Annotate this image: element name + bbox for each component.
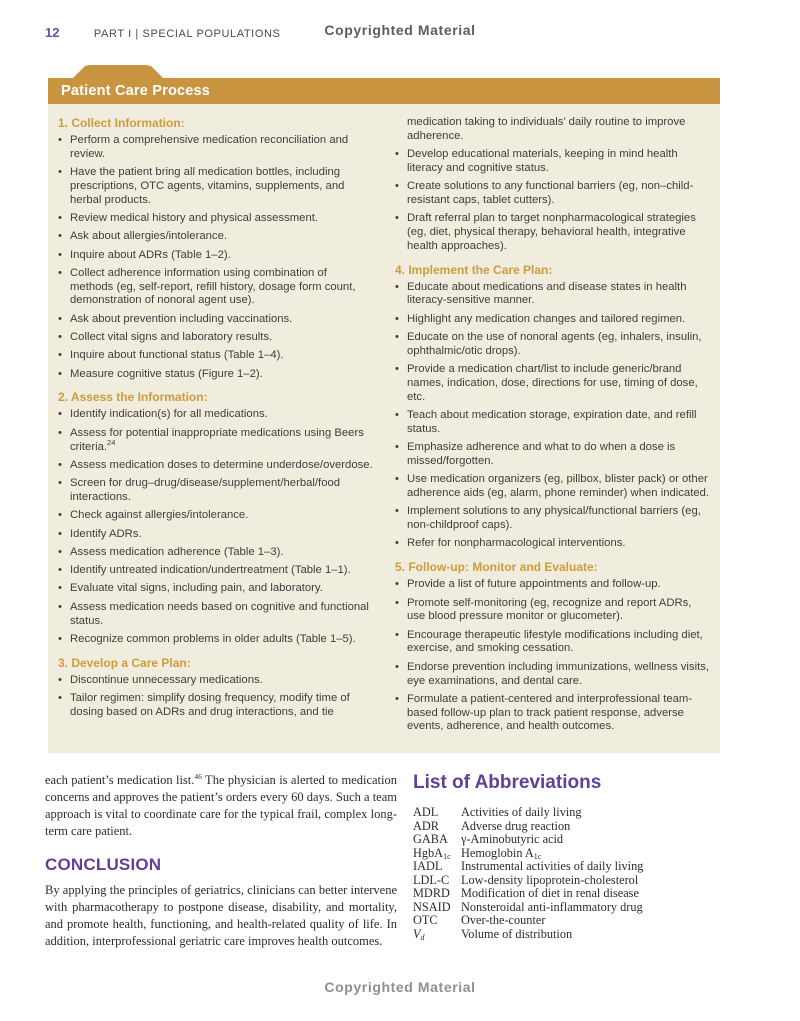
abbreviation-def: Low-density lipoprotein-cholesterol [461,872,639,887]
paragraph-text-after: The physician is alerted to medication concerns and approves the patient’s orders every 60 days. Such a team approach is vital to coordinate care for the typical frail, complex long-term care patient. [45,773,397,838]
abbreviation-def: Instrumental activities of daily living [461,859,644,873]
abbreviation-row [413,874,757,888]
bullet-item [395,409,710,437]
bullet-item [58,564,373,578]
abbreviation-row [413,833,757,847]
abbreviation-abbr: HgbA$_{1c}$ [413,845,451,861]
bullet-icon: • [395,312,399,325]
bullet-icon: • [58,527,62,540]
section-heading: 4. Implement the Care Plan: [395,262,553,277]
bullet-icon: • [58,458,62,471]
bullet-text: Inquire about functional status (Table 1–4). [70,349,284,362]
bullet-text: Measure cognitive status (Figure 1–2). [70,367,263,380]
abbreviation-abbr: ADR [413,818,439,833]
bullet-text: Develop educational materials, keeping in mind health literacy and cognitive status. [407,148,678,174]
bullet-item [58,349,373,363]
conclusion-paragraph: By applying the principles of geriatrics, clinicians can better intervene with pharmacotherapy to postpone disease, disability, and mortality, and promote health, functioning, and health-related quality of life. In addition, interprofessional geriatric care improves health outcomes. [45,883,397,948]
bullet-item [58,368,373,382]
abbreviation-row [413,806,757,820]
bullet-text: Review medical history and physical assessment. [70,211,319,224]
bullet-item [58,674,373,688]
bottom-section [45,772,757,950]
section-heading: 2. Assess the Information: [58,390,208,405]
bullet-icon: • [395,537,399,550]
abbreviation-abbr: ADL [413,805,439,819]
bullet-text: Ask about prevention including vaccinations. [70,312,293,325]
abbreviation-def: Over-the-counter [461,913,546,927]
bullet-icon: • [58,248,62,261]
abbreviation-row [413,914,757,928]
abbreviations-title: List of Abbreviations [413,772,602,793]
bullet-text: Educate on the use of nonoral agents (eg, inhalers, insulin, ophthalmic/otic drops). [407,331,702,357]
bullet-icon: • [395,280,399,293]
bottom-right-column [413,772,757,950]
bullet-text: Assess medication adherence (Table 1–3). [70,545,284,558]
bullet-item [58,166,373,207]
bullet-item [58,546,373,560]
bullet-text: Highlight any medication changes and tailored regimen. [407,312,686,325]
bullet-icon: • [58,632,62,645]
abbreviation-def: γ-Aminobutyric acid [461,832,564,846]
page-number: 12 [45,25,60,40]
conclusion-heading: CONCLUSION [45,855,162,874]
bullet-item [58,509,373,523]
bullet-icon: • [395,212,399,225]
bullet-item [395,313,710,327]
bullet-text: Create solutions to any functional barriers (eg, non–child-resistant caps, tablet cutters). [407,180,694,206]
footnote-ref: 24 [107,437,116,447]
bullet-item [58,633,373,647]
bottom-left-column [45,772,397,950]
bullet-icon: • [58,509,62,522]
bullet-text: Have the patient bring all medication bottles, including prescriptions, OTC agents, vitamins, supplements, and herbal products. [70,166,345,206]
bullet-text: Identify ADRs. [70,527,142,540]
bullet-item [395,180,710,208]
bullet-text: Evaluate vital signs, including pain, and laboratory. [70,582,323,595]
bullet-text: Collect vital signs and laboratory results. [70,331,273,344]
box-title: Patient Care Process [61,83,211,99]
bullet-text: Check against allergies/intolerance. [70,509,249,522]
abbreviation-abbr: OTC [413,913,438,927]
abbreviation-row [413,860,757,874]
care-column-right [395,112,710,739]
bullet-item [395,597,710,625]
bullet-item [395,537,710,551]
bullet-item [58,230,373,244]
bullet-text: Implement solutions to any physical/functional barriers (eg, non-childproof caps). [407,505,701,532]
bullet-item [395,629,710,657]
bullet-icon: • [58,134,62,146]
bullet-item [58,134,373,162]
def-subscript: 1c [533,851,542,861]
bullet-icon: • [58,426,62,439]
bullet-icon: • [58,367,62,380]
footnote-ref: 46 [194,771,202,781]
bullet-icon: • [58,331,62,344]
bullet-item [58,601,373,629]
bullet-item [58,313,373,327]
bullet-item [58,267,373,308]
body-paragraph [45,772,397,840]
bullet-item [395,363,710,404]
bullet-text: Draft referral plan to target nonpharmacological strategies (eg, diet, physical therapy, behavioral health, integrative health approaches). [407,212,696,252]
bullet-icon: • [58,266,62,279]
bullet-item [395,331,710,359]
bullet-item [58,331,373,345]
bullet-item [395,441,710,469]
abbreviation-def: Modification of diet in renal disease [461,886,639,900]
bullet-text: Formulate a patient-centered and interprofessional team-based follow-up plan to track patient response, adverse events, adherence, and health outcomes. [407,692,693,733]
abbreviation-abbr: LDL-C [413,872,450,887]
bullet-text: Tailor regimen: simplify dosing frequency, modify time of dosing based on ADRs and drug interactions, and tie [70,691,350,718]
abbreviation-row [413,901,757,915]
bullet-text: Screen for drug–drug/disease/supplement/herbal/food interactions. [70,477,341,503]
bullet-icon: • [58,408,62,421]
abbreviation-def: Adverse drug reaction [461,818,571,833]
copyright-banner-bottom: Copyrighted Material [324,979,476,995]
bullet-icon: • [58,582,62,595]
section-heading: 1. Collect Information: [58,116,185,130]
bullet-icon: • [395,660,399,673]
bullet-icon: • [395,148,399,161]
bullet-text: Identify indication(s) for all medications. [70,408,268,421]
section-heading: 3. Develop a Care Plan: [58,655,191,670]
bullet-item [395,661,710,689]
bullet-text: Provide a list of future appointments and follow-up. [407,578,661,591]
bullet-text: Endorse prevention including immunizations, wellness visits, eye examinations, and dental care. [407,660,710,687]
bullet-icon: • [58,230,62,243]
bullet-text: Discontinue unnecessary medications. [70,673,263,686]
bullet-icon: • [58,312,62,325]
box-title-bar [48,78,720,104]
abbreviation-list [413,806,757,941]
bullet-text: Promote self-monitoring (eg, recognize and report ADRs, use blood pressure monitor or glucometer). [407,596,692,623]
bullet-text: Encourage therapeutic lifestyle modifications including diet, exercise, and smoking cessation. [407,628,703,655]
abbreviation-abbr: GABA [413,832,448,846]
bullet-text: Assess medication needs based on cognitive and functional status. [70,600,369,627]
bullet-text: Ask about allergies/intolerance. [70,230,227,243]
abbreviation-def: Nonsteroidal anti-inflammatory drug [461,899,643,914]
abbr-subscript: d [420,932,425,942]
patient-care-process-box [48,78,720,753]
abbreviation-def: Hemoglobin $A_{1c}$ [461,845,542,861]
abbreviation-abbr: IADL [413,859,443,873]
bullet-icon: • [395,505,399,518]
abbreviation-abbr: $V_d$ [413,926,425,942]
bullet-icon: • [58,477,62,490]
bullet-icon: • [58,349,62,362]
bullet-icon: • [395,363,399,376]
bullet-text: Recognize common problems in older adults (Table 1–5). [70,632,356,645]
bullet-item [395,473,710,501]
bullet-text: Refer for nonpharmacological interventions. [407,537,626,550]
bullet-item [58,477,373,505]
bullet-text: Provide a medication chart/list to include generic/brand names, indication, dose, directions for use, timing of dose, etc. [407,363,698,403]
bullet-icon: • [395,578,399,591]
bullet-item [395,505,710,533]
care-box-body [48,104,720,753]
copyright-banner-top: Copyrighted Material [324,22,476,38]
bullet-text: Identify untreated indication/undertreatment (Table 1–1). [70,564,351,577]
abbreviation-row [413,847,757,861]
abbreviation-row [413,820,757,834]
bullet-icon: • [395,409,399,422]
bullet-item [395,693,710,734]
bullet-icon: • [58,600,62,613]
bullet-text: Collect adherence information using combination of methods (eg, self-report, refill history, dosage form count, demonstration of nonoral agent use). [70,266,356,307]
bullet-item [395,148,710,176]
bullet-text: Perform a comprehensive medication reconciliation and review. [70,134,349,160]
bullet-icon: • [395,331,399,344]
continuation-text: medication taking to individuals’ daily routine to improve adherence. [407,116,686,142]
bullet-icon: • [58,564,62,577]
bullet-icon: • [58,166,62,179]
bullet-item [395,281,710,309]
care-column-left [58,112,373,739]
bullet-icon: • [58,691,62,704]
bullet-icon: • [395,473,399,486]
bullet-icon: • [395,596,399,609]
bullet-text: Use medication organizers (eg, pillbox, blister pack) or other adherence aids (eg, alarm, phone reminder) when indicated. [407,473,710,500]
bullet-item [58,427,373,455]
abbreviation-abbr: MDRD [413,886,450,900]
abbreviation-row [413,887,757,901]
bullet-text: Assess medication doses to determine underdose/overdose. [70,458,373,471]
bullet-item [58,249,373,263]
bullet-icon: • [395,628,399,641]
abbreviation-abbr: NSAID [413,899,451,914]
part-label: PART I | SPECIAL POPULATIONS [93,28,281,40]
box-tab [72,65,164,79]
abbreviation-def: Activities of daily living [461,805,582,819]
bullet-item [58,582,373,596]
section-heading: 5. Follow-up: Monitor and Evaluate: [395,560,598,575]
bullet-item [395,578,710,592]
bullet-icon: • [58,211,62,224]
bullet-text: Educate about medications and disease states in health literacy-sensitive manner. [407,280,687,307]
abbreviation-row [413,928,757,942]
bullet-icon: • [395,692,399,705]
bullet-icon: • [58,673,62,686]
bullet-text: Inquire about ADRs (Table 1–2). [70,248,231,261]
bullet-text: Teach about medication storage, expiration date, and refill status. [407,409,697,435]
paragraph-text-before: each patient’s medication list. [45,773,195,787]
bullet-item [58,528,373,542]
abbr-subscript: 1c [443,851,451,861]
bullet-icon: • [395,180,399,193]
bullet-item [58,408,373,422]
bullet-item [58,459,373,473]
bullet-item [395,212,710,253]
bullet-item [58,212,373,226]
abbreviation-def: Volume of distribution [461,926,573,941]
bullet-text: Assess for potential inappropriate medications using Beers criteria.$^{24}$ [70,426,364,453]
bullet-item [58,692,373,720]
bullet-icon: • [395,441,399,454]
bullet-text: Emphasize adherence and what to do when a dose is missed/forgotten. [407,441,676,467]
bullet-icon: • [58,545,62,558]
